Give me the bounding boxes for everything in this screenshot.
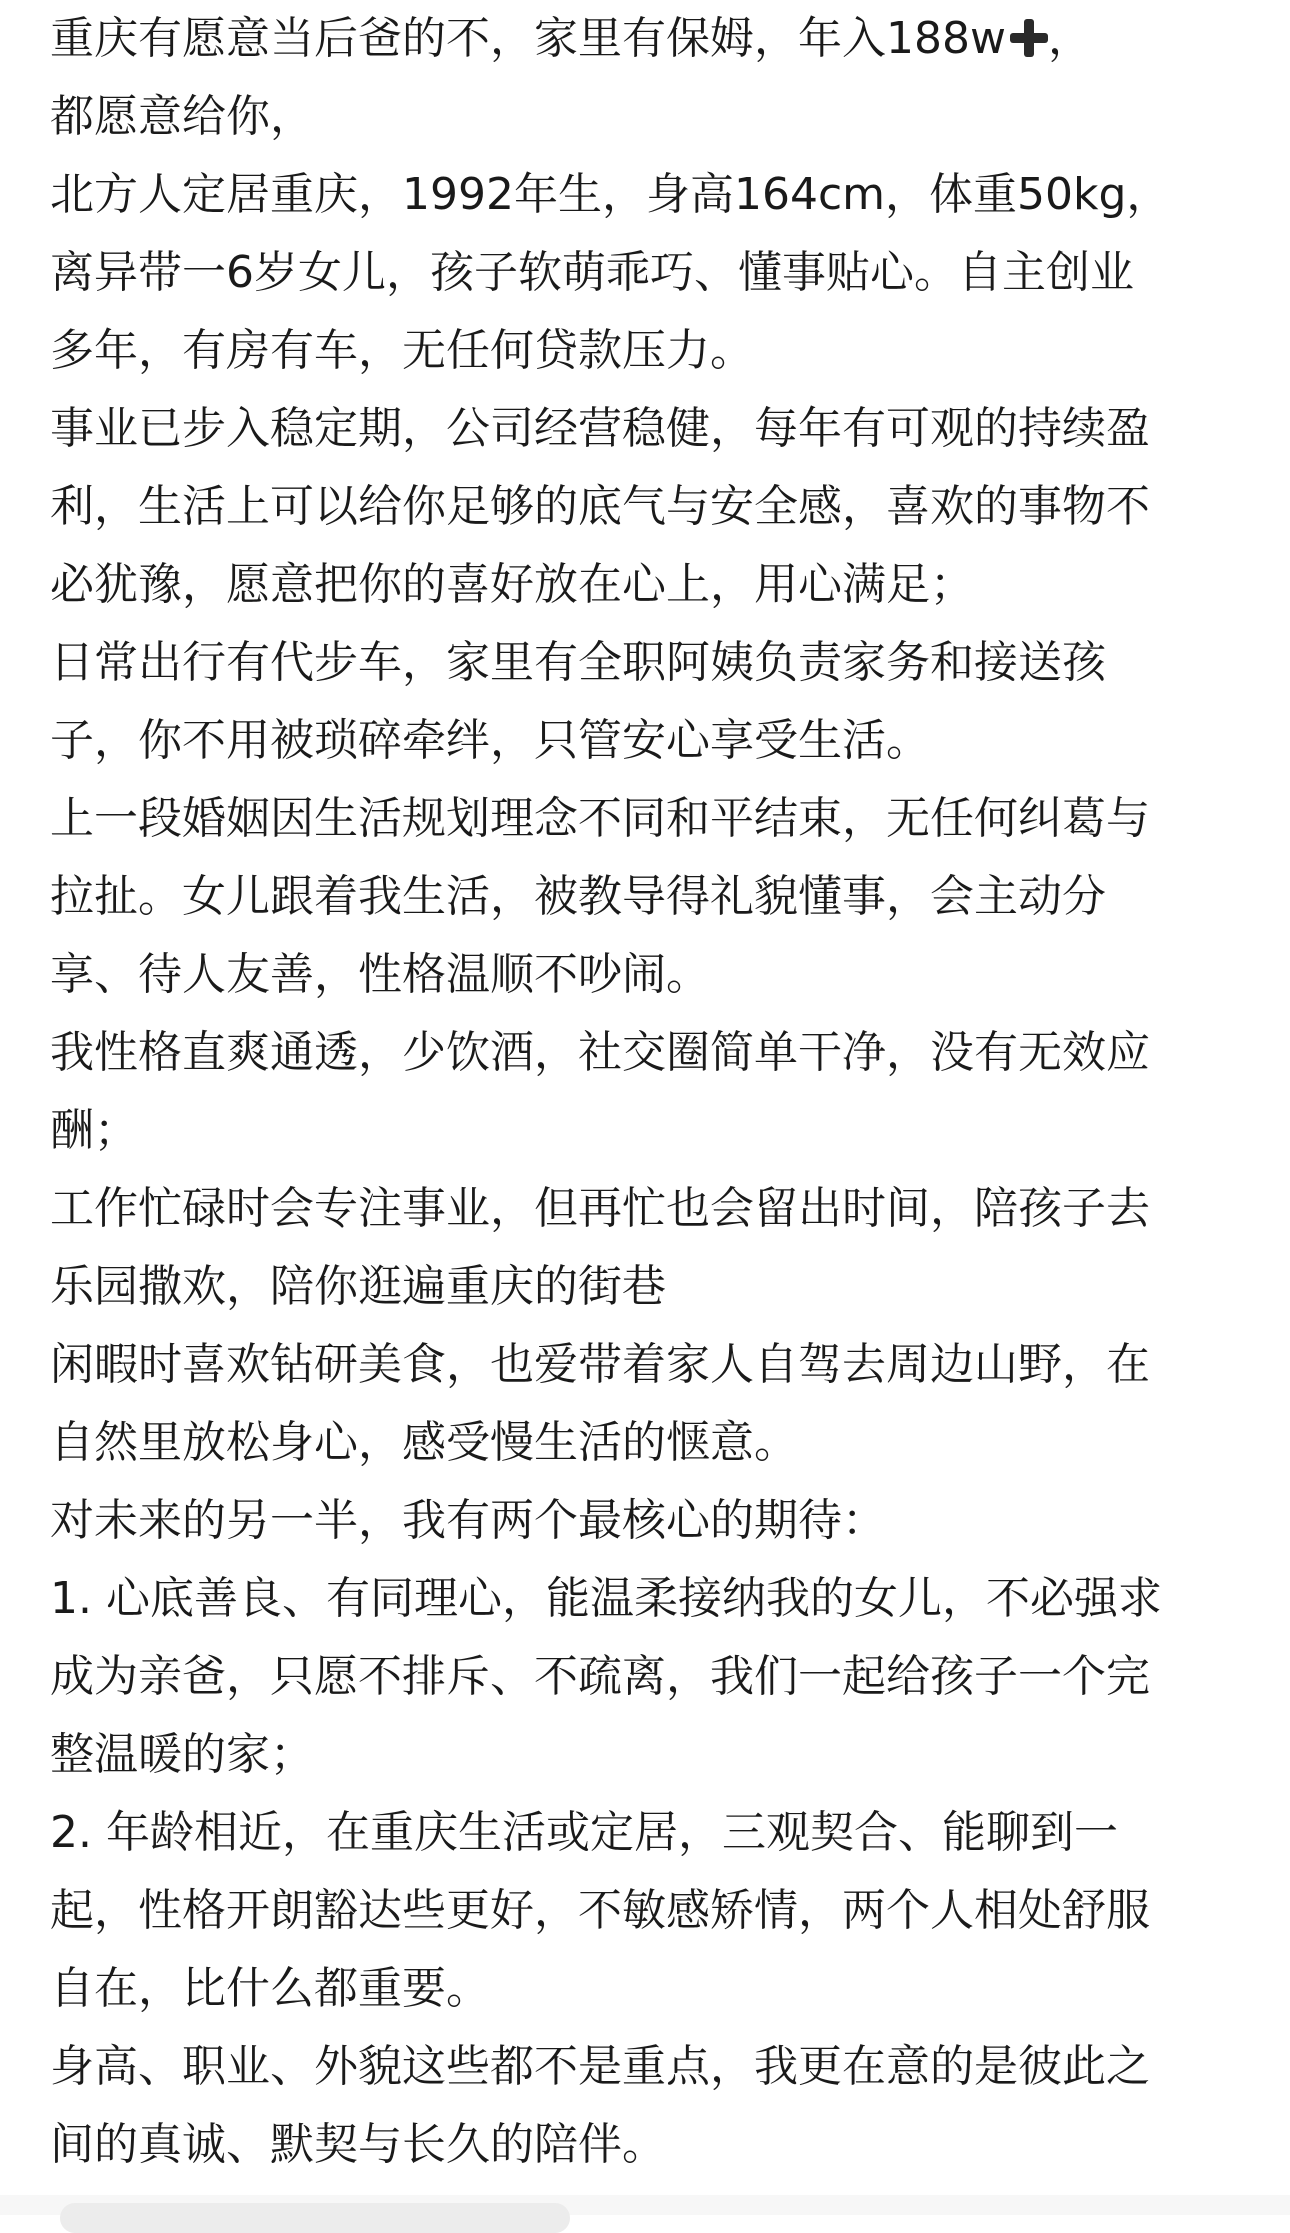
post-line-5: 多年，有房有车，无任何贷款压力。 <box>50 325 754 376</box>
post-line-12: 拉扯。女儿跟着我生活，被教导得礼貌懂事，会主动分 <box>50 871 1106 922</box>
post-line-27: 身高、职业、外貌这些都不是重点，我更在意的是彼此之 <box>50 2041 1150 2092</box>
post-line-text: 重庆有愿意当后爸的不，家里有保姆，年入188w <box>50 13 1006 64</box>
bottom-input-pill[interactable] <box>60 2203 570 2233</box>
post-line-17: 乐园撒欢，陪你逛遍重庆的街巷 <box>50 1261 666 1312</box>
post-line-23: 整温暖的家； <box>50 1729 314 1780</box>
post-line-9: 日常出行有代步车，家里有全职阿姨负责家务和接送孩 <box>50 637 1106 688</box>
post-line-28: 间的真诚、默契与长久的陪伴。 <box>50 2119 666 2170</box>
post-line-13: 享、待人友善，性格温顺不吵闹。 <box>50 949 710 1000</box>
post-line-3: 北方人定居重庆，1992年生，身高164cm，体重50kg， <box>50 169 1171 220</box>
post-line-24: 2. 年龄相近，在重庆生活或定居，三观契合、能聊到一 <box>50 1807 1118 1858</box>
post-line-1 <box>50 0 1250 78</box>
post-line-21: 1. 心底善良、有同理心，能温柔接纳我的女儿，不必强求 <box>50 1573 1162 1624</box>
post-line-26: 自在，比什么都重要。 <box>50 1963 490 2014</box>
post-line-18: 闲暇时喜欢钻研美食，也爱带着家人自驾去周边山野，在 <box>50 1339 1150 1390</box>
post-line-16: 工作忙碌时会专注事业，但再忙也会留出时间，陪孩子去 <box>50 1183 1150 1234</box>
post-body <box>50 0 1250 2184</box>
post-line-8: 必犹豫，愿意把你的喜好放在心上，用心满足； <box>50 559 974 610</box>
post-line-10: 子，你不用被琐碎牵绊，只管安心享受生活。 <box>50 715 930 766</box>
post-line-2: 都愿意给你， <box>50 91 314 142</box>
post-line-22: 成为亲爸，只愿不排斥、不疏离，我们一起给孩子一个完 <box>50 1651 1150 1702</box>
post-line-20: 对未来的另一半，我有两个最核心的期待： <box>50 1495 886 1546</box>
post-line-suffix: ， <box>1047 13 1092 64</box>
post-line-4: 离异带一6岁女儿，孩子软萌乖巧、懂事贴心。自主创业 <box>50 247 1134 298</box>
post-line-11: 上一段婚姻因生活规划理念不同和平结束，无任何纠葛与 <box>50 793 1150 844</box>
plus-icon <box>1010 19 1048 57</box>
post-line-19: 自然里放松身心，感受慢生活的惬意。 <box>50 1417 798 1468</box>
post-line-15: 酬； <box>50 1105 138 1156</box>
post-line-6: 事业已步入稳定期，公司经营稳健，每年有可观的持续盈 <box>50 403 1150 454</box>
post-line-14: 我性格直爽通透，少饮酒，社交圈简单干净，没有无效应 <box>50 1027 1150 1078</box>
post-line-25: 起，性格开朗豁达些更好，不敏感矫情，两个人相处舒服 <box>50 1885 1150 1936</box>
post-line-7: 利，生活上可以给你足够的底气与安全感，喜欢的事物不 <box>50 481 1150 532</box>
